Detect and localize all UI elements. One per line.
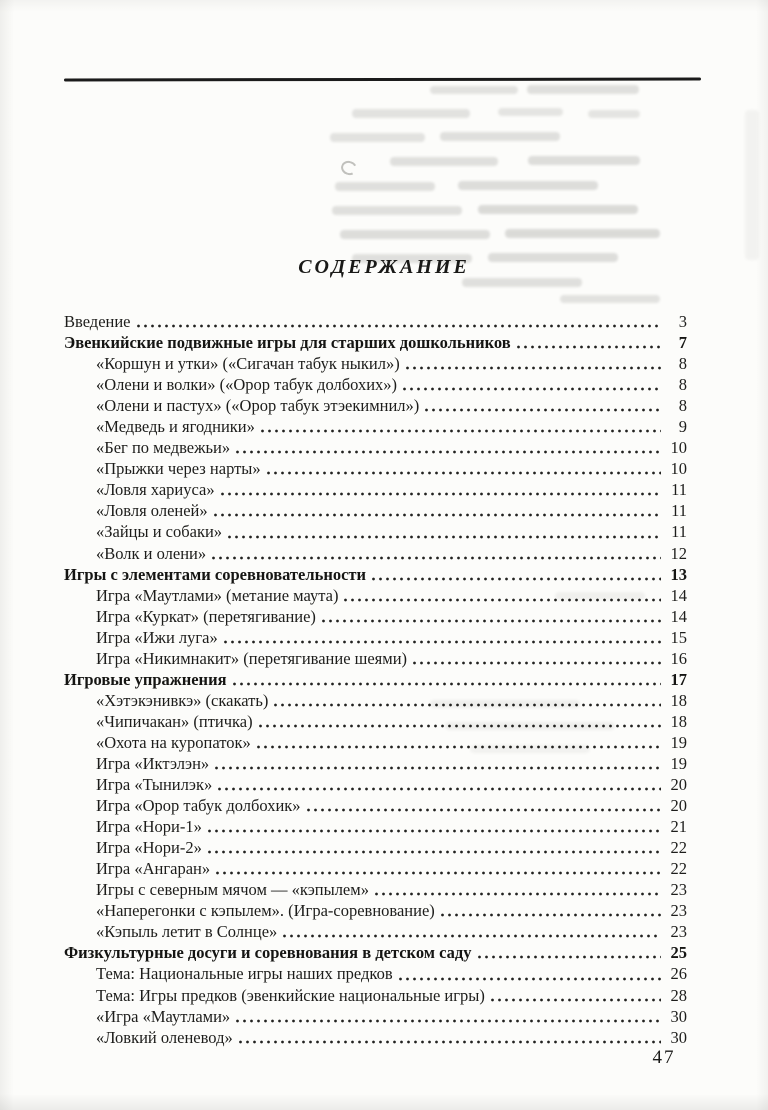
dot-leader bbox=[307, 808, 661, 812]
dot-leader bbox=[274, 703, 661, 707]
toc-entry bbox=[64, 374, 687, 395]
toc-entry bbox=[64, 627, 687, 648]
toc-entry-page: 18 bbox=[670, 711, 687, 731]
toc-entry-page: 11 bbox=[671, 522, 687, 542]
toc-entry-page: 10 bbox=[670, 459, 687, 479]
bleed-artifact bbox=[745, 110, 759, 260]
dot-leader bbox=[257, 745, 661, 749]
toc-entry-label: Эвенкийские подвижные игры для старших дошкольников bbox=[64, 333, 511, 353]
toc-entry-page: 19 bbox=[670, 732, 687, 752]
dot-leader bbox=[218, 787, 661, 791]
toc-entry-page: 16 bbox=[670, 648, 687, 668]
bleed-artifact bbox=[498, 108, 563, 116]
toc-entry bbox=[64, 479, 687, 500]
toc-entry-label: Игровые упражнения bbox=[64, 669, 227, 689]
toc-entry bbox=[64, 816, 687, 837]
dot-leader bbox=[517, 345, 661, 349]
toc-entry-label: Игра «Иктэлэн» bbox=[96, 753, 210, 773]
bleed-artifact bbox=[352, 109, 470, 118]
dot-leader bbox=[491, 998, 661, 1002]
toc-entry bbox=[64, 395, 687, 416]
dot-leader bbox=[228, 535, 661, 539]
toc-entry bbox=[64, 543, 687, 564]
dot-leader bbox=[261, 429, 661, 433]
toc-entry bbox=[64, 711, 687, 732]
toc-entry-label: «Зайцы и собаки» bbox=[96, 522, 223, 542]
toc-entry-label: Игра «Орор табук долбохик» bbox=[96, 796, 301, 816]
toc-entry-page: 22 bbox=[670, 859, 687, 879]
header-rule bbox=[64, 78, 701, 82]
dot-leader bbox=[216, 871, 661, 875]
bleed-artifact bbox=[390, 157, 498, 166]
bleed-artifact bbox=[340, 230, 490, 239]
bleed-artifact bbox=[458, 181, 598, 190]
toc-entry bbox=[64, 985, 687, 1006]
dot-leader bbox=[214, 513, 661, 517]
toc-entry-label: «Ловля хариуса» bbox=[96, 480, 215, 500]
page-title: СОДЕРЖАНИЕ bbox=[298, 256, 470, 278]
dot-leader bbox=[399, 977, 661, 981]
page-number: 47 bbox=[652, 1047, 676, 1068]
toc-entry-label: Игра «Никимнакит» (перетягивание шеями) bbox=[96, 648, 408, 668]
bleed-artifact bbox=[560, 295, 660, 303]
toc-entry bbox=[64, 311, 687, 332]
dot-leader bbox=[236, 450, 661, 454]
toc-entry-label: «Чипичакан» (птичка) bbox=[96, 711, 253, 731]
toc-entry bbox=[64, 353, 687, 374]
toc-entry-label: «Коршун и утки» («Сигачан табук ныкил») bbox=[96, 354, 400, 374]
toc-entry-page: 18 bbox=[670, 690, 687, 710]
bleed-artifact bbox=[332, 206, 462, 215]
dot-leader bbox=[221, 492, 661, 496]
toc-entry-label: «Кэпыль летит в Солнце» bbox=[96, 922, 278, 942]
dot-leader bbox=[406, 366, 661, 370]
dot-leader bbox=[224, 640, 661, 644]
toc-entry-page: 28 bbox=[670, 985, 687, 1005]
toc-entry-label: Игры с элементами соревновательности bbox=[64, 564, 367, 584]
bleed-artifact bbox=[330, 133, 425, 142]
toc-entry-page: 23 bbox=[670, 901, 687, 921]
toc-entry bbox=[64, 416, 687, 437]
dot-leader bbox=[208, 829, 661, 833]
dot-leader bbox=[208, 850, 661, 854]
toc-entry bbox=[64, 1006, 687, 1027]
toc-entry-label: «Игра «Маутлами» bbox=[96, 1006, 231, 1026]
toc-entry-page: 30 bbox=[670, 1006, 687, 1026]
toc-entry-label: «Хэтэкэнивкэ» (скакать) bbox=[96, 690, 269, 710]
toc-entry-label: «Олени и волки» («Орор табук долбохих») bbox=[96, 375, 398, 395]
toc-entry bbox=[64, 753, 687, 774]
toc-entry bbox=[64, 690, 687, 711]
toc-entry-page: 12 bbox=[670, 543, 687, 563]
dot-leader bbox=[478, 955, 662, 959]
toc-entry bbox=[64, 942, 687, 963]
toc-entry-page: 14 bbox=[670, 585, 687, 605]
bleed-artifact bbox=[430, 86, 518, 94]
dot-leader bbox=[413, 661, 661, 665]
toc-entry-page: 9 bbox=[678, 417, 687, 437]
toc-entry-label: Игра «Маутлами» (метание маута) bbox=[96, 585, 339, 605]
dot-leader bbox=[425, 408, 661, 412]
toc-entry-label: Игра «Ангаран» bbox=[96, 859, 211, 879]
dot-leader bbox=[239, 1040, 661, 1044]
bleed-artifact bbox=[528, 156, 640, 165]
bleed-artifact bbox=[588, 110, 640, 118]
toc-entry-page: 7 bbox=[678, 333, 687, 353]
toc-entry-page: 8 bbox=[678, 396, 687, 416]
bleed-artifact bbox=[505, 229, 660, 238]
toc-entry-label: «Охота на куропаток» bbox=[96, 732, 251, 752]
toc-entry bbox=[64, 732, 687, 753]
toc-entry-page: 26 bbox=[670, 964, 687, 984]
dot-leader bbox=[233, 682, 661, 686]
toc-entry-label: Игра «Нори-1» bbox=[96, 817, 202, 837]
bleed-artifact bbox=[462, 278, 582, 287]
toc-entry-label: Введение bbox=[64, 312, 131, 331]
toc-entry bbox=[64, 795, 687, 816]
toc-entry bbox=[64, 458, 687, 479]
dot-leader bbox=[344, 598, 661, 602]
toc-entry-page: 8 bbox=[678, 354, 687, 374]
dot-leader bbox=[137, 324, 661, 328]
toc-entry-page: 3 bbox=[678, 312, 687, 331]
toc-entry-label: «Прыжки через нарты» bbox=[96, 459, 261, 479]
dot-leader bbox=[259, 724, 661, 728]
toc-entry bbox=[64, 963, 687, 984]
dot-leader bbox=[375, 892, 661, 896]
toc-entry bbox=[64, 858, 687, 879]
toc-entry-page: 25 bbox=[670, 943, 687, 963]
toc-entry-page: 23 bbox=[670, 922, 687, 942]
toc-entry-label: «Ловкий оленевод» bbox=[96, 1027, 233, 1047]
toc-entry bbox=[64, 585, 687, 606]
toc-entry-page: 30 bbox=[670, 1027, 687, 1047]
dot-leader bbox=[372, 577, 661, 581]
toc-entry-page: 13 bbox=[670, 564, 687, 584]
bleed-artifact bbox=[335, 182, 435, 191]
dot-leader bbox=[215, 766, 661, 770]
toc-entry-label: Игра «Ижи луга» bbox=[96, 627, 218, 647]
toc-entry-label: «Медведь и ягодники» bbox=[96, 417, 255, 437]
toc-entry-label: Игры с северным мячом — «кэпылем» bbox=[96, 880, 369, 900]
toc-entry bbox=[64, 837, 687, 858]
toc-entry-page: 20 bbox=[670, 775, 687, 795]
toc-entry-page: 14 bbox=[670, 606, 687, 626]
dot-leader bbox=[322, 619, 661, 623]
toc-entry-label: Игра «Куркат» (перетягивание) bbox=[96, 606, 316, 626]
toc-entry bbox=[64, 900, 687, 921]
toc-entry-label: «Наперегонки с кэпылем». (Игра-соревнование) bbox=[96, 901, 435, 921]
toc-entry-page: 21 bbox=[670, 817, 687, 837]
dot-leader bbox=[283, 934, 661, 938]
toc-entry bbox=[64, 774, 687, 795]
toc-entry-page: 15 bbox=[670, 627, 687, 647]
toc-entry-label: Игра «Тынилэк» bbox=[96, 775, 213, 795]
toc-entry-page: 22 bbox=[670, 838, 687, 858]
toc-entry bbox=[64, 606, 687, 627]
toc-entry bbox=[64, 564, 687, 585]
toc-entry-page: 17 bbox=[670, 669, 687, 689]
dot-leader bbox=[267, 471, 661, 475]
toc-entry-page: 11 bbox=[671, 501, 687, 521]
toc-entry-label: Физкультурные досуги и соревнования в детском саду bbox=[64, 943, 472, 963]
toc-entry bbox=[64, 1027, 687, 1048]
ink-smudge-mark bbox=[339, 159, 359, 177]
toc-entry bbox=[64, 437, 687, 458]
dot-leader bbox=[403, 387, 661, 391]
toc-entry bbox=[64, 521, 687, 542]
toc-entry-label: Тема: Национальные игры наших предков bbox=[96, 964, 393, 984]
toc-entry bbox=[64, 500, 687, 521]
toc-entry-page: 8 bbox=[678, 375, 687, 395]
toc-entry-label: Игра «Нори-2» bbox=[96, 838, 202, 858]
toc-entry-label: «Олени и пастух» («Орор табук этэекимнил») bbox=[96, 396, 420, 416]
toc-entry-label: «Волк и олени» bbox=[96, 543, 207, 563]
dot-leader bbox=[441, 913, 661, 917]
toc-entry bbox=[64, 648, 687, 669]
toc-entry bbox=[64, 879, 687, 900]
toc-entry bbox=[64, 921, 687, 942]
toc-entry-label: «Ловля оленей» bbox=[96, 501, 208, 521]
bleed-artifact bbox=[478, 205, 638, 214]
toc-entry-label: Тема: Игры предков (эвенкийские национальные игры) bbox=[96, 985, 485, 1005]
toc-entry-page: 20 bbox=[670, 796, 687, 816]
toc-entry-page: 11 bbox=[671, 480, 687, 500]
toc-entry bbox=[64, 669, 687, 690]
toc-entry-page: 23 bbox=[670, 880, 687, 900]
table-of-contents bbox=[64, 311, 687, 1048]
dot-leader bbox=[236, 1019, 661, 1023]
toc-entry bbox=[64, 332, 687, 353]
dot-leader bbox=[212, 556, 661, 560]
bleed-artifact bbox=[440, 132, 560, 141]
toc-entry-label: «Бег по медвежьи» bbox=[96, 438, 231, 458]
toc-entry-page: 10 bbox=[670, 438, 687, 458]
toc-entry-page: 19 bbox=[670, 753, 687, 773]
bleed-artifact bbox=[527, 85, 639, 94]
